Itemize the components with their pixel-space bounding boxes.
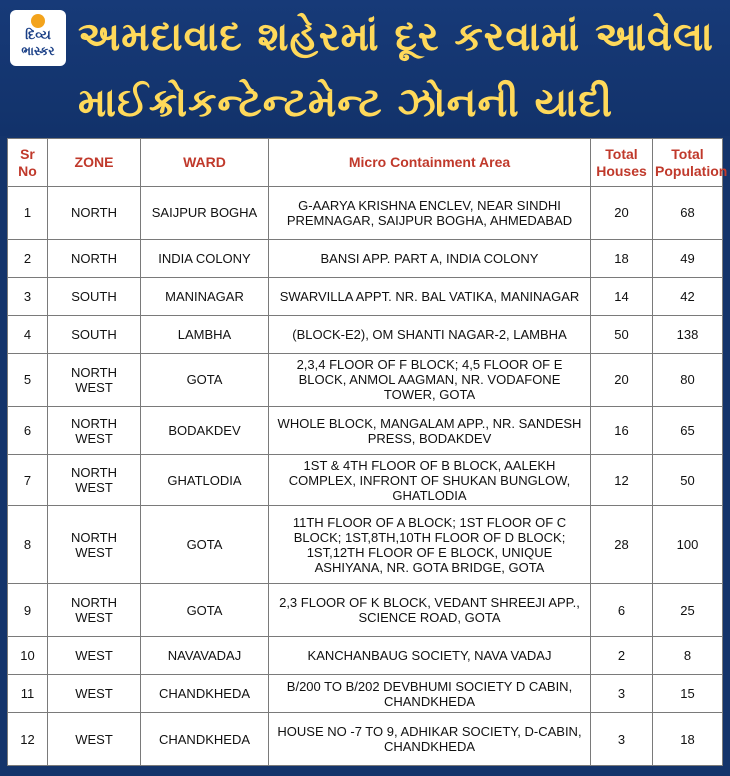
table-row xyxy=(8,455,723,506)
cell-sr: 2 xyxy=(8,239,48,277)
cell-area: 2,3 FLOOR OF K BLOCK, VEDANT SHREEJI APP., SCIENCE ROAD, GOTA xyxy=(269,584,591,637)
cell-zone: SOUTH xyxy=(48,277,141,315)
sun-icon xyxy=(31,14,45,28)
table-row xyxy=(8,675,723,713)
cell-area: BANSI APP. PART A, INDIA COLONY xyxy=(269,239,591,277)
cell-ward: CHANDKHEDA xyxy=(141,713,269,766)
header xyxy=(0,0,730,136)
cell-houses: 20 xyxy=(591,353,653,406)
cell-zone: NORTH WEST xyxy=(48,455,141,506)
cell-zone: WEST xyxy=(48,637,141,675)
cell-population: 25 xyxy=(653,584,723,637)
page-title-line2: માઈક્રોકન્ટેન્ટમેન્ટ ઝોનની યાદી xyxy=(78,80,614,126)
cell-sr: 9 xyxy=(8,584,48,637)
cell-area: SWARVILLA APPT. NR. BAL VATIKA, MANINAGAR xyxy=(269,277,591,315)
cell-sr: 3 xyxy=(8,277,48,315)
cell-zone: NORTH xyxy=(48,239,141,277)
cell-population: 100 xyxy=(653,506,723,584)
cell-houses: 50 xyxy=(591,315,653,353)
header-area: Micro Containment Area xyxy=(269,139,591,187)
logo-text-line2: ભાસ્કર xyxy=(21,44,55,58)
cell-zone: NORTH WEST xyxy=(48,506,141,584)
cell-population: 49 xyxy=(653,239,723,277)
cell-houses: 18 xyxy=(591,239,653,277)
cell-houses: 3 xyxy=(591,713,653,766)
cell-sr: 11 xyxy=(8,675,48,713)
cell-area: 1ST & 4TH FLOOR OF B BLOCK, AALEKH COMPLEX, INFRONT OF SHUKAN BUNGLOW, GHATLODIA xyxy=(269,455,591,506)
cell-ward: GHATLODIA xyxy=(141,455,269,506)
header-ward: WARD xyxy=(141,139,269,187)
table-row xyxy=(8,406,723,455)
header-total-population: Total Population xyxy=(653,139,723,187)
cell-ward: INDIA COLONY xyxy=(141,239,269,277)
logo-text-line1: દિવ્ય xyxy=(25,28,51,43)
table-row xyxy=(8,277,723,315)
cell-population: 138 xyxy=(653,315,723,353)
cell-houses: 3 xyxy=(591,675,653,713)
containment-zone-table xyxy=(7,138,728,766)
cell-sr: 4 xyxy=(8,315,48,353)
table-row xyxy=(8,713,723,766)
table-row xyxy=(8,315,723,353)
cell-area: 11TH FLOOR OF A BLOCK; 1ST FLOOR OF C BLOCK; 1ST,8TH,10TH FLOOR OF D BLOCK; 1ST,12TH FLOOR OF E BLOCK, UNIQUE ASHIYANA, NR. GOTA BRIDGE, GOTA xyxy=(269,506,591,584)
cell-houses: 16 xyxy=(591,406,653,455)
cell-houses: 14 xyxy=(591,277,653,315)
cell-sr: 6 xyxy=(8,406,48,455)
cell-ward: SAIJPUR BOGHA xyxy=(141,187,269,240)
cell-population: 15 xyxy=(653,675,723,713)
cell-zone: WEST xyxy=(48,713,141,766)
containment-table-container xyxy=(7,138,728,766)
cell-houses: 12 xyxy=(591,455,653,506)
cell-sr: 12 xyxy=(8,713,48,766)
table-row xyxy=(8,187,723,240)
cell-population: 80 xyxy=(653,353,723,406)
cell-houses: 2 xyxy=(591,637,653,675)
cell-area: B/200 TO B/202 DEVBHUMI SOCIETY D CABIN, CHANDKHEDA xyxy=(269,675,591,713)
cell-zone: NORTH WEST xyxy=(48,584,141,637)
cell-area: WHOLE BLOCK, MANGALAM APP., NR. SANDESH PRESS, BODAKDEV xyxy=(269,406,591,455)
cell-population: 18 xyxy=(653,713,723,766)
cell-population: 68 xyxy=(653,187,723,240)
cell-area: (BLOCK-E2), OM SHANTI NAGAR-2, LAMBHA xyxy=(269,315,591,353)
cell-ward: GOTA xyxy=(141,506,269,584)
cell-sr: 1 xyxy=(8,187,48,240)
table-row xyxy=(8,506,723,584)
cell-houses: 20 xyxy=(591,187,653,240)
cell-houses: 28 xyxy=(591,506,653,584)
table-row xyxy=(8,239,723,277)
cell-ward: BODAKDEV xyxy=(141,406,269,455)
table-row xyxy=(8,637,723,675)
cell-population: 42 xyxy=(653,277,723,315)
divya-bhaskar-logo[interactable] xyxy=(10,10,66,66)
cell-area: HOUSE NO -7 TO 9, ADHIKAR SOCIETY, D-CABIN, CHANDKHEDA xyxy=(269,713,591,766)
cell-ward: GOTA xyxy=(141,353,269,406)
cell-area: KANCHANBAUG SOCIETY, NAVA VADAJ xyxy=(269,637,591,675)
cell-ward: NAVAVADAJ xyxy=(141,637,269,675)
cell-area: G-AARYA KRISHNA ENCLEV, NEAR SINDHI PREMNAGAR, SAIJPUR BOGHA, AHMEDABAD xyxy=(269,187,591,240)
cell-ward: LAMBHA xyxy=(141,315,269,353)
cell-sr: 7 xyxy=(8,455,48,506)
cell-sr: 10 xyxy=(8,637,48,675)
cell-ward: CHANDKHEDA xyxy=(141,675,269,713)
cell-zone: NORTH WEST xyxy=(48,406,141,455)
cell-population: 65 xyxy=(653,406,723,455)
cell-sr: 8 xyxy=(8,506,48,584)
cell-ward: MANINAGAR xyxy=(141,277,269,315)
cell-sr: 5 xyxy=(8,353,48,406)
page-title-line1: અમદાવાદ શહેરમાં દૂર કરવામાં આવેલા xyxy=(78,14,714,60)
header-zone: ZONE xyxy=(48,139,141,187)
cell-zone: NORTH xyxy=(48,187,141,240)
header-sr-no: Sr No xyxy=(8,139,48,187)
header-total-houses: Total Houses xyxy=(591,139,653,187)
cell-houses: 6 xyxy=(591,584,653,637)
cell-population: 50 xyxy=(653,455,723,506)
cell-zone: WEST xyxy=(48,675,141,713)
cell-population: 8 xyxy=(653,637,723,675)
table-row xyxy=(8,353,723,406)
cell-area: 2,3,4 FLOOR OF F BLOCK; 4,5 FLOOR OF E BLOCK, ANMOL AAGMAN, NR. VODAFONE TOWER, GOTA xyxy=(269,353,591,406)
cell-ward: GOTA xyxy=(141,584,269,637)
cell-zone: NORTH WEST xyxy=(48,353,141,406)
table-header-row xyxy=(8,139,723,187)
cell-zone: SOUTH xyxy=(48,315,141,353)
table-row xyxy=(8,584,723,637)
